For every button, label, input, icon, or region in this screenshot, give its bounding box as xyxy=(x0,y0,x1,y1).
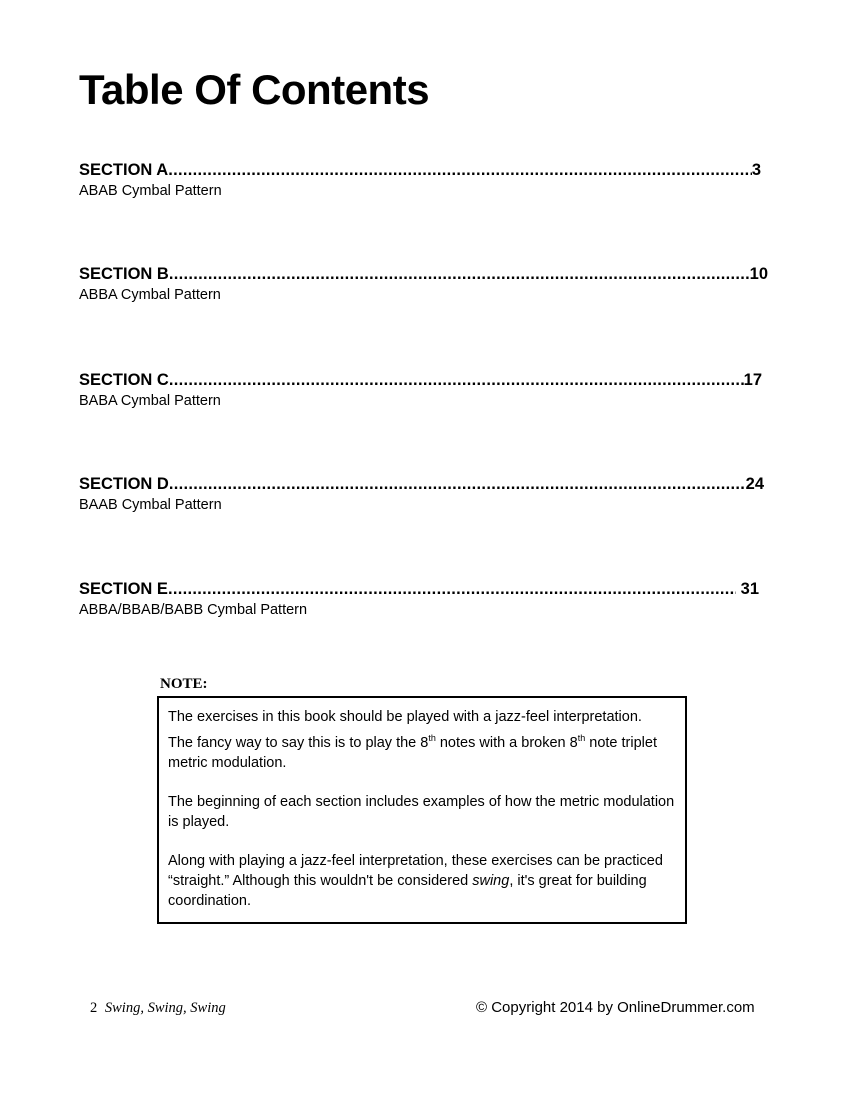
note-superscript: th xyxy=(577,733,586,744)
footer-series-title: Swing, Swing, Swing xyxy=(104,1000,226,1016)
toc-line xyxy=(79,265,768,284)
note-text: , it's great for building coordination. xyxy=(168,873,647,909)
toc-line xyxy=(79,475,764,494)
note-text: The fancy way to say this is to play the 8 xyxy=(168,735,429,751)
toc-line xyxy=(79,580,759,599)
toc-entry-section-a[interactable] xyxy=(79,161,761,199)
toc-entry-section-d[interactable] xyxy=(79,475,764,513)
footer-page-number: 2 xyxy=(90,1000,98,1016)
note-text: Along with playing a jazz-feel interpretation, these exercises can be practiced “straight.” Although this wouldn't be considered xyxy=(168,853,663,889)
toc-page-number: 24 xyxy=(745,475,764,493)
toc-entry-section-e[interactable] xyxy=(79,580,759,618)
toc-dot-leader xyxy=(169,265,750,284)
note-paragraph-3: The beginning of each section includes examples of how the metric modulation is played. xyxy=(168,794,675,830)
footer-left xyxy=(90,1000,226,1017)
toc-dot-leader xyxy=(168,161,752,180)
note-text: notes with a broken 8 xyxy=(435,735,578,751)
note-emphasis: swing xyxy=(472,873,510,889)
toc-subtitle: ABBA/BBAB/BABB Cymbal Pattern xyxy=(79,602,308,618)
toc-page-number: 3 xyxy=(751,161,761,179)
toc-entry-section-b[interactable] xyxy=(79,265,768,303)
note-box xyxy=(157,696,687,924)
toc-section-label: SECTION D xyxy=(79,475,169,493)
toc-section-label: SECTION A xyxy=(79,161,169,179)
note-text: note triplet metric modulation. xyxy=(168,735,657,771)
note-paragraph-4 xyxy=(168,851,675,911)
toc-dot-leader xyxy=(168,580,736,599)
footer-copyright: © Copyright 2014 by OnlineDrummer.com xyxy=(476,999,755,1016)
toc-page-number: 17 xyxy=(743,371,762,389)
toc-line xyxy=(79,371,762,390)
toc-subtitle: BAAB Cymbal Pattern xyxy=(79,497,222,513)
toc-page-number: 10 xyxy=(749,265,768,283)
toc-section-label: SECTION B xyxy=(79,265,169,283)
toc-dot-leader xyxy=(169,371,744,390)
note-superscript: th xyxy=(428,733,436,744)
toc-entry-section-c[interactable] xyxy=(79,371,762,409)
toc-dot-leader xyxy=(169,475,746,494)
toc-page-number: 31 xyxy=(736,580,759,598)
toc-subtitle: ABBA Cymbal Pattern xyxy=(79,287,221,303)
toc-section-label: SECTION E xyxy=(79,580,168,598)
toc-line xyxy=(79,161,761,180)
note-paragraph-1: The exercises in this book should be played with a jazz-feel interpretation. xyxy=(168,709,642,725)
note-label: NOTE: xyxy=(160,676,208,692)
note-paragraph-2 xyxy=(168,733,675,773)
page-title: Table Of Contents xyxy=(79,66,430,113)
toc-subtitle: BABA Cymbal Pattern xyxy=(79,393,221,409)
toc-subtitle: ABAB Cymbal Pattern xyxy=(79,183,222,199)
toc-section-label: SECTION C xyxy=(79,371,169,389)
